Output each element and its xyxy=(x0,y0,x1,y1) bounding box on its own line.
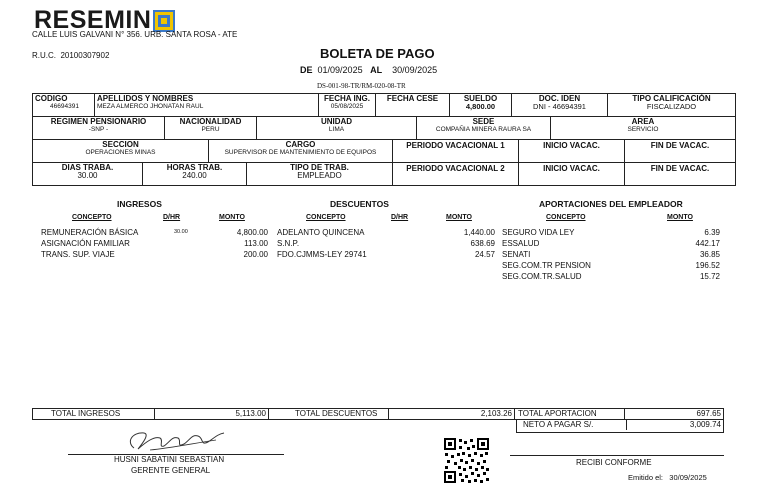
emitido xyxy=(628,473,707,482)
company-address: CALLE LUIS GALVANI N° 356. URB. SANTA ROSA - ATE xyxy=(32,30,238,39)
codigo-value: 46694391 xyxy=(50,103,79,110)
ingresos-col-monto: MONTO xyxy=(219,214,245,221)
aportacion-row-concepto: SEG.COM.TR PENSION xyxy=(502,261,591,270)
employee-signature-line xyxy=(510,455,724,456)
codigo-cell: CODIGO 46694391 xyxy=(33,94,95,117)
total-ingresos-label: TOTAL INGRESOS xyxy=(33,409,155,419)
fin-vac2-cell: FIN DE VACAC. xyxy=(650,164,710,173)
start-date: 01/09/2025 xyxy=(317,65,363,75)
ruc-label: R.U.C. xyxy=(32,51,56,60)
dias-value: 30.00 xyxy=(77,171,98,180)
descuentos-title: DESCUENTOS xyxy=(330,199,389,209)
aportaciones-col-concepto: CONCEPTO xyxy=(546,214,586,221)
periodo-vac2-cell: PERIODO VACACIONAL 2 xyxy=(393,163,519,185)
ingreso-row-concepto: ASIGNACIÓN FAMILIAR xyxy=(41,239,130,248)
descuentos-col-concepto: CONCEPTO xyxy=(306,214,346,221)
seccion-value: OPERACIONES MINAS xyxy=(85,149,156,156)
totals-bar xyxy=(32,408,724,420)
aportacion-row-monto: 6.39 xyxy=(704,228,720,237)
company-ruc xyxy=(32,51,109,60)
ingresos-col-dhr: D/HR xyxy=(163,214,181,221)
area-cell: AREA SERVICIO xyxy=(551,117,735,140)
inicio-vac1-cell: INICIO VACAC. xyxy=(519,140,625,163)
nacionalidad-value: PERU xyxy=(201,126,220,133)
unidad-value: LIMA xyxy=(328,126,345,133)
ingreso-row-concepto: REMUNERACIÓN BÁSICA xyxy=(41,228,139,237)
cargo-cell: CARGO SUPERVISOR DE MANTENIMIENTO DE EQUIPOS xyxy=(209,140,393,163)
de-label: DE xyxy=(300,65,313,75)
regimen-value: -SNP - xyxy=(88,126,109,133)
sede-value: COMPAÑIA MINERA RAURA SA xyxy=(435,126,532,133)
signature-scribble xyxy=(120,424,230,454)
nombres-cell: APELLIDOS Y NOMBRES MEZA ALMERCO JHONATAN RAUL xyxy=(95,94,319,117)
ingreso-row-monto: 200.00 xyxy=(243,250,268,259)
aportacion-row-monto: 36.85 xyxy=(699,250,720,259)
ingreso-row-monto: 113.00 xyxy=(244,239,268,248)
aportacion-row-monto: 196.52 xyxy=(695,261,720,270)
aportacion-row-monto: 15.72 xyxy=(699,272,720,281)
neto-value: 3,009.74 xyxy=(689,420,721,429)
sueldo-value: 4,800.00 xyxy=(465,102,496,111)
employee-info-grid xyxy=(32,93,736,186)
fin-vac1-cell: FIN DE VACAC. xyxy=(625,140,735,163)
dias-cell: DIAS TRABA. 30.00 xyxy=(33,163,143,185)
ruc-value: 20100307902 xyxy=(60,51,110,60)
descuento-row-concepto: FDO.CJMMS-LEY 29741 xyxy=(277,250,367,259)
ingreso-row-dhr: 30.00 xyxy=(174,229,188,235)
manager-role: GERENTE GENERAL xyxy=(131,466,211,475)
total-aportacion-value: 697.65 xyxy=(696,409,721,418)
aportaciones-col-monto: MONTO xyxy=(667,214,693,221)
aportacion-row-concepto: SEGURO VIDA LEY xyxy=(502,228,575,237)
tipo-trab-cell: TIPO DE TRAB. EMPLEADO xyxy=(247,163,393,185)
horas-value: 240.00 xyxy=(182,171,207,180)
tipo-calif-cell: TIPO CALIFICACIÓN FISCALIZADO xyxy=(608,94,735,117)
tipo-trab-value: EMPLEADO xyxy=(297,171,342,180)
descuento-row-concepto: ADELANTO QUINCENA xyxy=(277,228,365,237)
doc-iden-cell: DOC. IDEN DNI - 46694391 xyxy=(512,94,608,117)
unidad-cell: UNIDAD LIMA xyxy=(257,117,417,140)
company-logo-text: RESEMIN xyxy=(34,6,152,34)
end-date: 30/09/2025 xyxy=(392,65,438,75)
company-logo-icon xyxy=(153,10,175,32)
cargo-value: SUPERVISOR DE MANTENIMIENTO DE EQUIPOS xyxy=(224,149,377,156)
descuento-row-monto: 638.69 xyxy=(470,239,495,248)
emitido-label: Emitido el: xyxy=(628,473,664,482)
ingresos-title: INGRESOS xyxy=(117,199,162,209)
nombres-value: MEZA ALMERCO JHONATAN RAUL xyxy=(97,103,204,110)
neto-label: NETO A PAGAR S/. xyxy=(517,420,627,430)
fecha-ing-value: 05/08/2025 xyxy=(330,103,364,110)
aportacion-row-concepto: ESSALUD xyxy=(502,239,540,248)
neto-box xyxy=(516,420,724,433)
ingreso-row-concepto: TRANS. SUP. VIAJE xyxy=(41,250,115,259)
document-period xyxy=(300,65,437,75)
ingresos-col-concepto: CONCEPTO xyxy=(72,214,112,221)
descuento-row-concepto: S.N.P. xyxy=(277,239,300,248)
nacionalidad-cell: NACIONALIDAD PERU xyxy=(165,117,257,140)
sueldo-cell: SUELDO 4,800.00 xyxy=(450,94,512,117)
inicio-vac2-cell: INICIO VACAC. xyxy=(519,163,625,185)
aportacion-row-monto: 442.17 xyxy=(695,239,720,248)
sede-cell: SEDE COMPAÑIA MINERA RAURA SA xyxy=(417,117,551,140)
seccion-cell: SECCION OPERACIONES MINAS xyxy=(33,140,209,163)
qr-code-icon xyxy=(443,437,490,484)
horas-cell: HORAS TRAB. 240.00 xyxy=(143,163,247,185)
descuentos-col-monto: MONTO xyxy=(446,214,472,221)
periodo-vac1-cell: PERIODO VACACIONAL 1 xyxy=(393,140,519,163)
document-code: DS-001-98-TR/RM-020-08-TR xyxy=(317,82,406,90)
total-aportacion-label: TOTAL APORTACION xyxy=(515,409,625,419)
tipo-calif-value: FISCALIZADO xyxy=(646,102,697,111)
aportaciones-title: APORTACIONES DEL EMPLEADOR xyxy=(539,199,683,209)
descuento-row-monto: 24.57 xyxy=(474,250,495,259)
aportacion-row-concepto: SENATI xyxy=(502,250,531,259)
recibi-conforme: RECIBI CONFORME xyxy=(576,458,652,467)
manager-name: HUSNI SABATINI SEBASTIAN xyxy=(114,455,225,464)
total-descuentos-value: 2,103.26 xyxy=(389,409,515,419)
emitido-date: 30/09/2025 xyxy=(669,473,707,482)
fecha-ing-cell: FECHA ING. 05/08/2025 xyxy=(319,94,376,117)
area-value: SERVICIO xyxy=(627,126,659,133)
regimen-cell: REGIMEN PENSIONARIO -SNP - xyxy=(33,117,165,140)
ingreso-row-monto: 4,800.00 xyxy=(236,228,268,237)
descuentos-col-dhr: D/HR xyxy=(391,214,409,221)
aportacion-row-concepto: SEG.COM.TR.SALUD xyxy=(502,272,582,281)
total-ingresos-value: 5,113.00 xyxy=(155,409,269,419)
doc-iden-value: DNI - 46694391 xyxy=(533,102,586,111)
al-label: AL xyxy=(370,65,383,75)
document-title: BOLETA DE PAGO xyxy=(320,46,435,61)
total-descuentos-label: TOTAL DESCUENTOS xyxy=(269,409,389,419)
fecha-cese-cell: FECHA CESE xyxy=(376,94,450,117)
descuento-row-monto: 1,440.00 xyxy=(463,228,495,237)
